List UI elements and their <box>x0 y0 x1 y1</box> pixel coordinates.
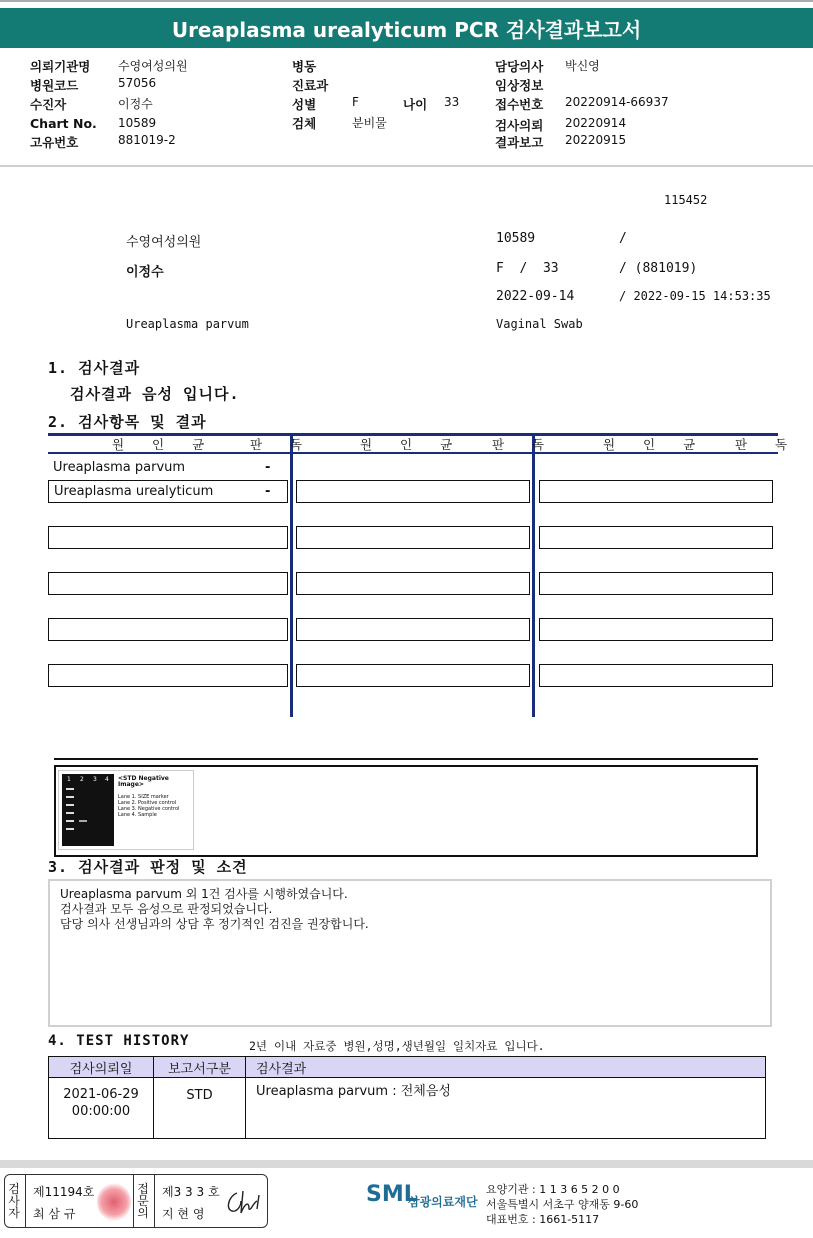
doctor-label: 담당의사 <box>495 59 544 74</box>
org-address: 서울특별시 서초구 양재동 9-60 <box>486 1198 639 1211</box>
lane-number: 4 <box>105 776 109 783</box>
section4-title: 4. TEST HISTORY <box>48 1033 190 1049</box>
result-cell <box>539 526 773 549</box>
reviewer-name: 지 현 영 <box>162 1207 205 1221</box>
gel-band <box>66 804 74 806</box>
summary-patient: 이정수 <box>126 265 164 280</box>
result-cell <box>539 664 773 687</box>
history-header-result: 검사결과 <box>246 1057 766 1078</box>
patient-value: 이정수 <box>118 97 153 111</box>
doctor-value: 박신영 <box>565 59 600 73</box>
request-date-value: 20220914 <box>565 116 627 130</box>
reviewer-char: 문 <box>137 1194 149 1208</box>
reviewer-char: 의 <box>137 1206 149 1220</box>
gel-band <box>66 788 74 790</box>
result-cell <box>539 480 773 503</box>
summary-slash: / <box>619 231 627 246</box>
tester-char: 검 <box>8 1182 20 1196</box>
gel-image <box>58 770 194 850</box>
opinion-line: Ureaplasma parvum 외 1건 검사를 시행하였습니다. <box>60 887 348 901</box>
summary-birth: / (881019) <box>619 261 698 276</box>
result-cell <box>296 480 530 503</box>
organism-urealyticum: Ureaplasma urealyticum <box>54 484 214 499</box>
hospital-value: 수영여성의원 <box>118 59 188 73</box>
gel-top-line <box>54 758 758 760</box>
result-cell <box>296 572 530 595</box>
result-cell <box>296 526 530 549</box>
summary-report-datetime: / 2022-09-15 14:53:35 <box>619 289 771 303</box>
grid-header-result-3: 판 독 <box>735 437 800 452</box>
result-cell <box>539 618 773 641</box>
result-cell <box>48 664 288 687</box>
gel-band <box>79 820 87 822</box>
gel-title: <STD Negative Image> <box>118 775 169 788</box>
sml-logo-icon: SML <box>366 1182 418 1207</box>
section1-result: 검사결과 음성 입니다. <box>70 385 240 403</box>
gel-band <box>66 820 74 822</box>
tester-char: 사 <box>8 1194 20 1208</box>
header-separator <box>0 165 813 167</box>
gel-legend <box>118 776 193 818</box>
opinion-line: 담당 의사 선생님과의 상담 후 정기적인 검진을 권장합니다. <box>60 917 369 931</box>
grid-header-result-1: 판 독 <box>250 437 315 452</box>
section3-title: 3. 검사결과 판정 및 소견 <box>48 858 248 876</box>
specimen-label: 검체 <box>292 116 317 131</box>
reviewer-label <box>136 1183 150 1219</box>
sex-label: 성별 <box>292 97 317 112</box>
history-result: Ureaplasma parvum : 전체음성 <box>246 1078 766 1139</box>
gel-legend-item: Lane 4. Sample <box>118 812 157 818</box>
accession-value: 20220914-66937 <box>565 95 669 109</box>
clinical-info-label: 임상정보 <box>495 78 544 93</box>
signature-box <box>4 1174 268 1228</box>
summary-hospital: 수영여성의원 <box>126 235 202 250</box>
reviewer-char: 접 <box>137 1182 149 1196</box>
history-type: STD <box>154 1078 246 1139</box>
report-title: Ureaplasma urealyticum PCR 검사결과보고서 <box>0 8 813 48</box>
accession-label: 접수번호 <box>495 97 544 112</box>
grid-header-result-2: 판 독 <box>492 437 557 452</box>
result-parvum: - <box>265 460 271 475</box>
patient-label: 수진자 <box>30 97 67 112</box>
report-number: 115452 <box>664 193 708 207</box>
history-date: 2021-06-29 <box>63 1087 139 1102</box>
chart-no-label: Chart No. <box>30 116 97 131</box>
hospital-code-value: 57056 <box>118 76 157 90</box>
gel-band <box>66 812 74 814</box>
grid-divider-2 <box>532 433 535 717</box>
result-urealyticum: - <box>265 484 271 499</box>
org-info <box>486 1182 638 1227</box>
sig-divider <box>25 1175 26 1228</box>
section2-title: 2. 검사항목 및 결과 <box>48 413 207 431</box>
grid-header-organism-2: 원 인 균 <box>360 437 465 452</box>
sig-divider <box>154 1175 155 1228</box>
gel-band <box>66 828 74 830</box>
tester-license: 제11194호 <box>33 1185 95 1199</box>
gel-legend-item: Lane 1. SIZE marker <box>118 794 169 800</box>
department-label: 진료과 <box>292 78 329 93</box>
tester-char: 자 <box>8 1206 20 1220</box>
history-date-cell <box>49 1078 154 1139</box>
grid-header-organism-3: 원 인 균 <box>603 437 708 452</box>
organism-parvum: Ureaplasma parvum <box>53 460 186 475</box>
tester-name: 최 삼 규 <box>33 1207 76 1221</box>
sig-divider <box>133 1175 134 1228</box>
gel-band <box>66 796 74 798</box>
summary-sex-age: F / 33 <box>496 261 559 276</box>
summary-chart: 10589 <box>496 231 536 246</box>
reviewer-signature-icon <box>223 1187 265 1219</box>
report-date-value: 20220915 <box>565 133 627 147</box>
lane-number: 1 <box>67 776 71 783</box>
ward-label: 병동 <box>292 59 317 74</box>
result-cell <box>539 572 773 595</box>
unique-id-value: 881019-2 <box>118 133 176 147</box>
unique-id-label: 고유번호 <box>30 135 79 150</box>
history-header-row <box>49 1057 766 1078</box>
opinion-line: 검사결과 모두 음성으로 판정되었습니다. <box>60 902 273 916</box>
org-name: 삼광의료재단 <box>408 1195 478 1209</box>
result-cell <box>48 572 288 595</box>
grid-header-organism-1: 원 인 균 <box>112 437 217 452</box>
table-row <box>49 1078 766 1139</box>
chart-no-value: 10589 <box>118 116 157 130</box>
org-phone: 대표번호 : 1661-5117 <box>486 1213 600 1226</box>
grid-divider-1 <box>290 433 293 717</box>
history-header-type: 보고서구분 <box>154 1057 246 1078</box>
hospital-label: 의뢰기관명 <box>30 59 91 74</box>
age-value: 33 <box>444 95 460 109</box>
gel-lanes <box>62 774 114 846</box>
hospital-code-label: 병원코드 <box>30 78 79 93</box>
summary-test-name: Ureaplasma parvum <box>126 317 249 331</box>
result-cell <box>296 664 530 687</box>
gel-legend-item: Lane 2. Positive control <box>118 800 177 806</box>
gel-legend-item: Lane 3. Negative control <box>118 806 180 812</box>
footer-bar <box>0 1160 813 1168</box>
tester-seal-icon <box>97 1183 131 1221</box>
result-cell <box>48 526 288 549</box>
summary-request-date: 2022-09-14 <box>496 289 575 304</box>
section1-title: 1. 검사결과 <box>48 359 141 377</box>
history-note: 2년 이내 자료중 병원,성명,생년월일 일치자료 입니다. <box>249 1039 545 1053</box>
history-table <box>48 1056 766 1139</box>
summary-specimen: Vaginal Swab <box>496 317 583 331</box>
org-code: 요양기관 : 1 1 3 6 5 2 0 0 <box>486 1183 620 1196</box>
reviewer-license: 제3 3 3 호 <box>162 1185 220 1199</box>
history-time: 00:00:00 <box>71 1104 131 1119</box>
tester-label <box>7 1183 21 1219</box>
sex-value: F <box>352 95 359 109</box>
lane-number: 3 <box>93 776 97 783</box>
result-cell <box>48 618 288 641</box>
age-label: 나이 <box>403 97 428 112</box>
specimen-value: 분비물 <box>352 116 387 130</box>
history-header-date: 검사의뢰일 <box>49 1057 154 1078</box>
report-date-label: 결과보고 <box>495 135 544 150</box>
lane-number: 2 <box>80 776 84 783</box>
opinion-box <box>48 879 772 1027</box>
result-cell <box>296 618 530 641</box>
request-date-label: 검사의뢰 <box>495 118 544 133</box>
top-border <box>0 0 813 6</box>
